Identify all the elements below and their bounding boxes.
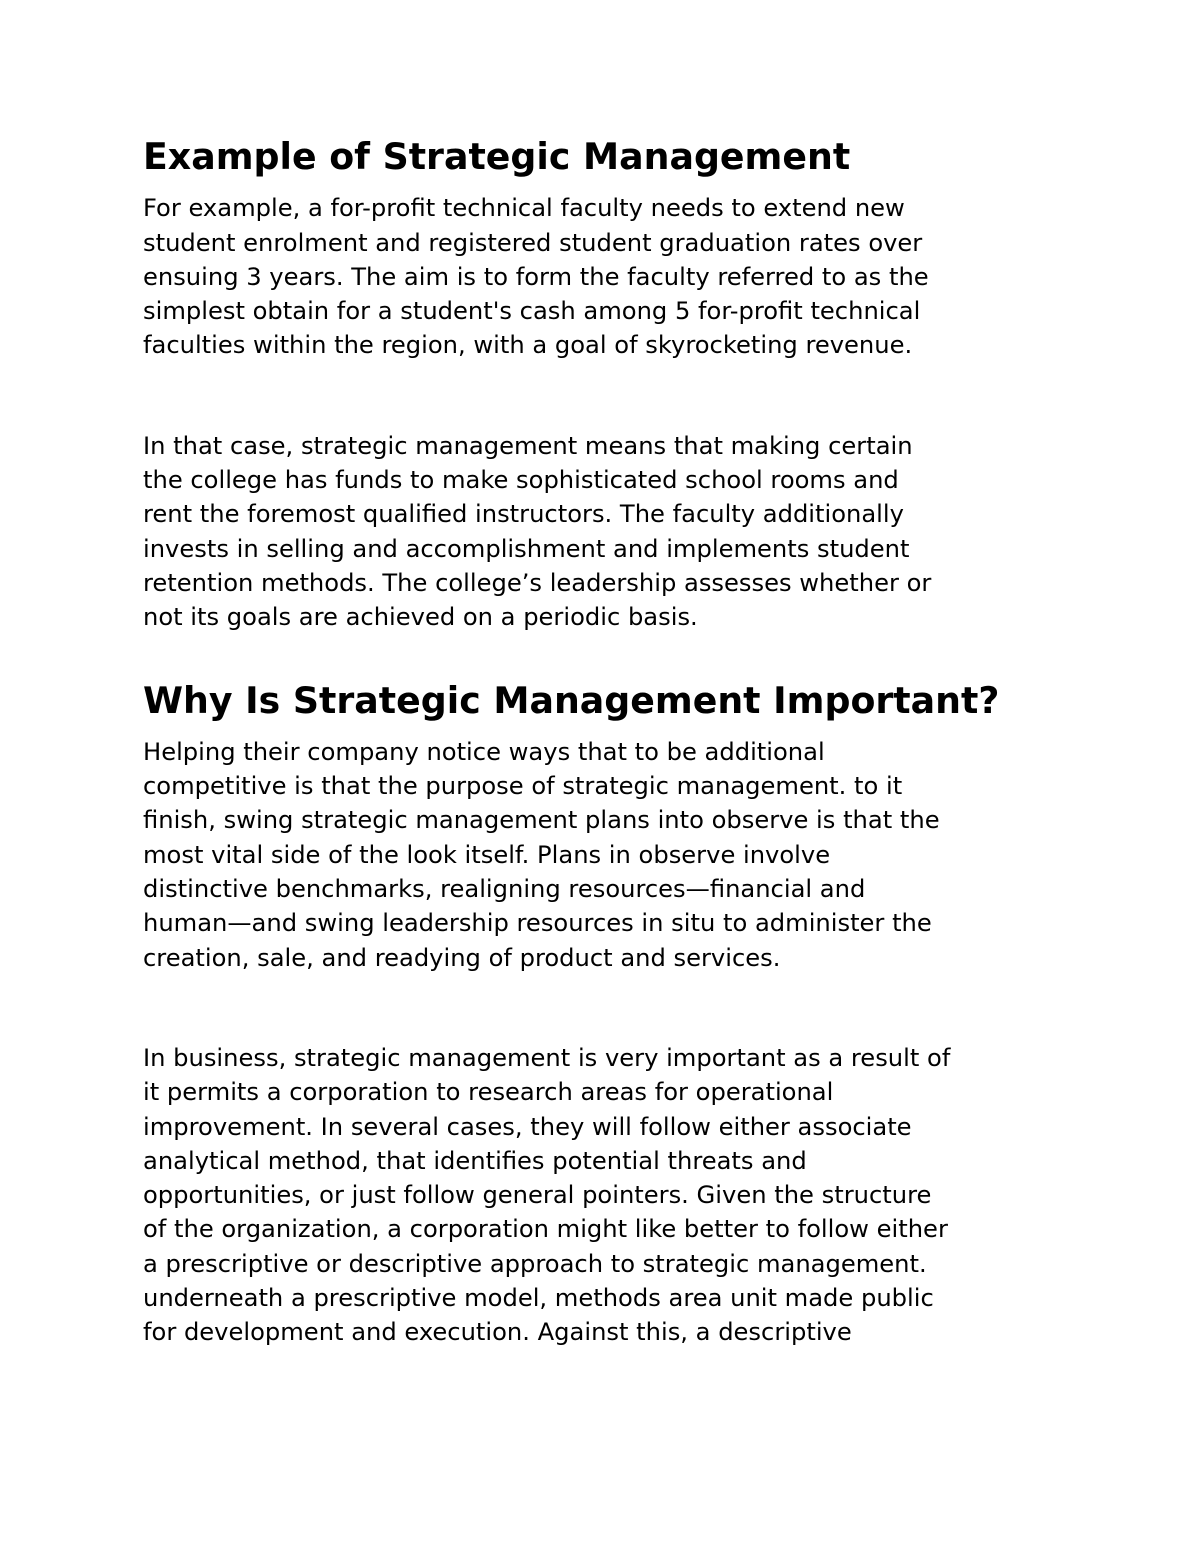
text-line: rent the foremost qualified instructors. The faculty additionally: [143, 500, 904, 529]
paragraph-example-intro: [143, 191, 1073, 362]
text-line: analytical method, that identifies potential threats and: [143, 1146, 807, 1175]
text-line: improvement. In several cases, they will follow either associate: [143, 1112, 912, 1141]
text-line: underneath a prescriptive model, methods area unit made public: [143, 1284, 934, 1313]
text-line: simplest obtain for a student's cash among 5 for-profit technical: [143, 297, 921, 326]
document-body: [143, 135, 1073, 1350]
text-line: In business, strategic management is very important as a result of: [143, 1043, 951, 1072]
text-line: competitive is that the purpose of strategic management. to it: [143, 772, 903, 801]
text-line: Helping their company notice ways that to be additional: [143, 737, 825, 766]
text-line: for development and execution. Against this, a descriptive: [143, 1318, 852, 1347]
text-line: opportunities, or just follow general pointers. Given the structure: [143, 1181, 932, 1210]
section-heading-example: Example of Strategic Management: [143, 135, 851, 178]
paragraph-importance-business: [143, 1041, 1073, 1350]
text-line: In that case, strategic management means that making certain: [143, 431, 913, 460]
text-line: invests in selling and accomplishment and implements student: [143, 534, 910, 563]
text-line: the college has funds to make sophisticated school rooms and: [143, 466, 899, 495]
text-line: of the organization, a corporation might like better to follow either: [143, 1215, 948, 1244]
text-line: student enrolment and registered student graduation rates over: [143, 228, 923, 257]
text-line: ensuing 3 years. The aim is to form the faculty referred to as the: [143, 262, 929, 291]
text-line: finish, swing strategic management plans into observe is that the: [143, 806, 940, 835]
text-line: retention methods. The college’s leadership assesses whether or: [143, 568, 932, 597]
text-line: creation, sale, and readying of product and services.: [143, 943, 781, 972]
text-line: not its goals are achieved on a periodic basis.: [143, 603, 698, 632]
section-heading-importance: Why Is Strategic Management Important?: [143, 678, 1000, 722]
paragraph-example-case: [143, 429, 1073, 635]
text-line: distinctive benchmarks, realigning resources—financial and: [143, 875, 866, 904]
text-line: a prescriptive or descriptive approach to strategic management.: [143, 1249, 927, 1278]
text-line: faculties within the region, with a goal of skyrocketing revenue.: [143, 331, 913, 360]
text-line: most vital side of the look itself. Plans in observe involve: [143, 840, 831, 869]
text-line: human—and swing leadership resources in situ to administer the: [143, 909, 932, 938]
text-line: For example, a for-profit technical faculty needs to extend new: [143, 194, 905, 223]
paragraph-importance-intro: [143, 735, 1073, 975]
text-line: it permits a corporation to research areas for operational: [143, 1078, 834, 1107]
